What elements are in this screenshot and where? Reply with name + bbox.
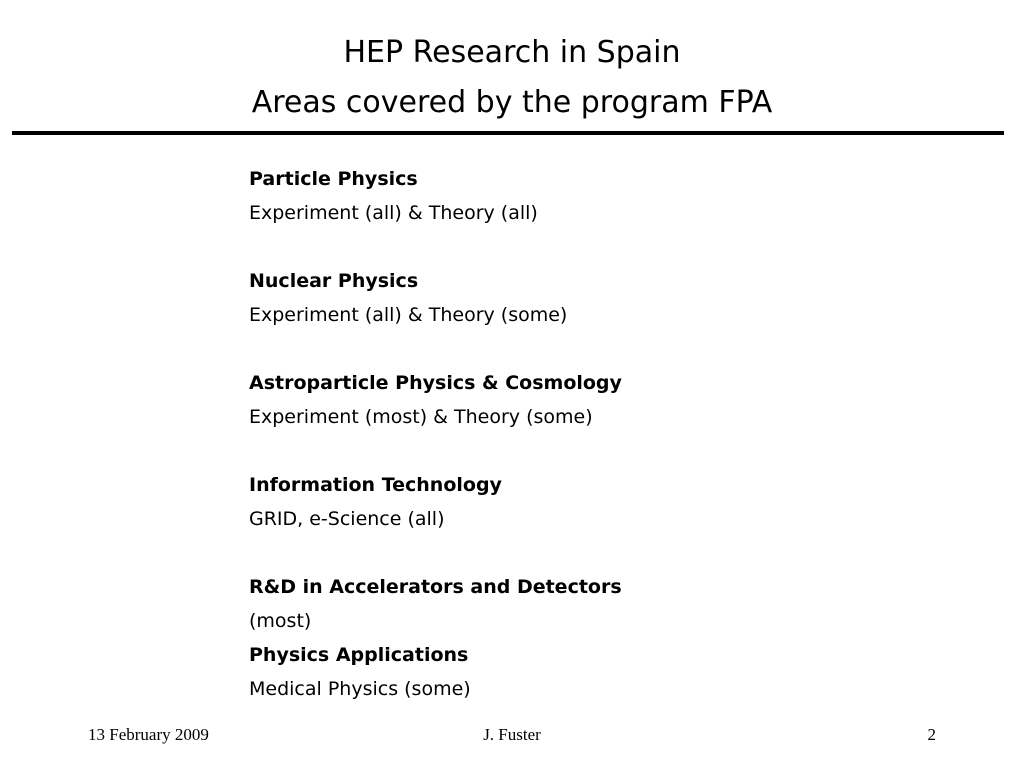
spacer xyxy=(249,536,949,570)
area-detail: Experiment (all) & Theory (some) xyxy=(249,304,568,326)
area-heading: Nuclear Physics xyxy=(249,270,419,292)
areas-list xyxy=(249,162,949,706)
area-detail: Medical Physics (some) xyxy=(249,678,471,700)
spacer xyxy=(249,332,949,366)
footer-date: 13 February 2009 xyxy=(88,725,209,744)
area-item-physics-applications xyxy=(249,638,949,706)
area-item-astroparticle xyxy=(249,366,949,434)
area-heading: R&D in Accelerators and Detectors xyxy=(249,576,622,598)
area-item-particle-physics xyxy=(249,162,949,230)
slide-title-line-1: HEP Research in Spain xyxy=(343,35,681,70)
area-item-accelerators-detectors xyxy=(249,570,949,638)
area-detail: Experiment (most) & Theory (some) xyxy=(249,406,593,428)
page-number: 2 xyxy=(927,725,936,744)
area-heading: Particle Physics xyxy=(249,168,418,190)
title-divider xyxy=(12,131,1004,135)
spacer xyxy=(249,230,949,264)
area-detail: (most) xyxy=(249,610,312,632)
area-heading: Astroparticle Physics & Cosmology xyxy=(249,372,622,394)
area-detail: Experiment (all) & Theory (all) xyxy=(249,202,538,224)
spacer xyxy=(249,434,949,468)
area-detail: GRID, e-Science (all) xyxy=(249,508,445,530)
area-item-information-technology xyxy=(249,468,949,536)
slide-title-line-2: Areas covered by the program FPA xyxy=(251,85,773,120)
footer-author: J. Fuster xyxy=(483,725,541,744)
area-item-nuclear-physics xyxy=(249,264,949,332)
area-heading: Information Technology xyxy=(249,474,502,496)
area-heading: Physics Applications xyxy=(249,644,469,666)
slide-title xyxy=(0,28,1024,128)
